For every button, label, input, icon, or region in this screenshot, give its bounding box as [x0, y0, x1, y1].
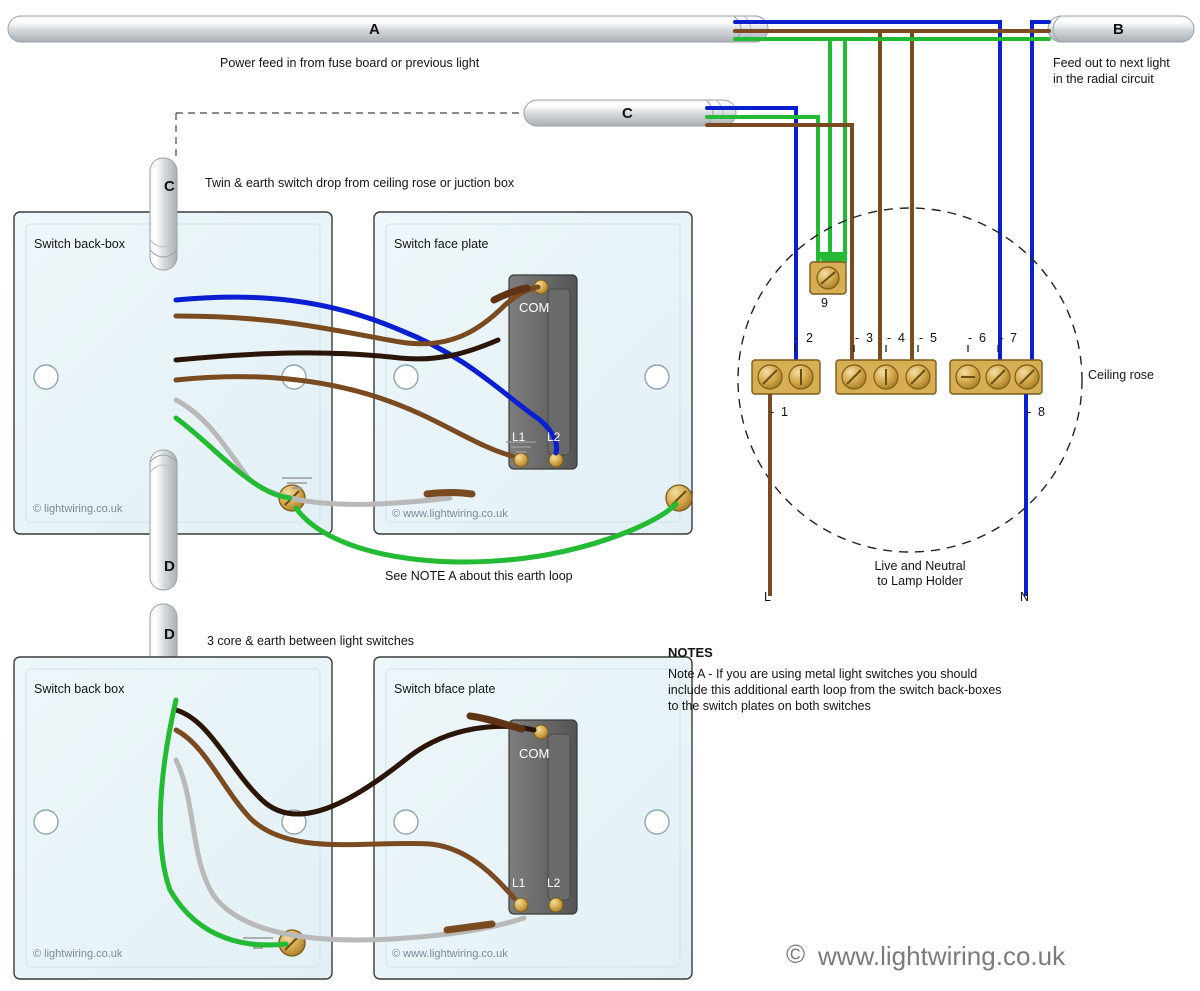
neutral-label: N [1020, 590, 1030, 604]
terminal-6-tick: - [968, 331, 973, 345]
switch-one-l2-label: L2 [547, 430, 561, 444]
lamp-note-line2: to Lamp Holder [877, 574, 963, 588]
live-label: L [764, 590, 771, 604]
watermark-copyright-symbol: © [786, 939, 806, 969]
switch-two-backbox-copyright: © lightwiring.co.uk [33, 948, 123, 960]
cable-c-left [150, 158, 177, 270]
switch-two-com-label: COM [519, 746, 550, 761]
ceiling-rose-title: Ceiling rose [1088, 368, 1155, 382]
notes-line-1: Note A - If you are using metal light switches you should [668, 667, 978, 681]
terminal-1-label: 1 [781, 405, 788, 419]
cable-d-middle-id: D [164, 558, 175, 575]
terminal-5-tick: - [919, 331, 924, 345]
switch-two-faceplate-copyright: © www.lightwiring.co.uk [392, 948, 508, 960]
terminal-9-label: 9 [821, 296, 828, 310]
switch-one-backbox-copyright: © lightwiring.co.uk [33, 503, 123, 515]
cable-b-caption-line2: in the radial circuit [1053, 72, 1154, 86]
main-feed-wires [707, 22, 1049, 360]
cable-c-top-id: C [622, 105, 633, 122]
terminal-6-label: 6 [979, 331, 986, 345]
switch-one-l1-label: L1 [512, 430, 526, 444]
switch-one-faceplate-copyright: © www.lightwiring.co.uk [392, 508, 508, 520]
earth-loop-note: See NOTE A about this earth loop [385, 569, 573, 583]
terminal-4-label: 4 [898, 331, 905, 345]
cable-c-caption: Twin & earth switch drop from ceiling rose or juction box [205, 176, 515, 190]
terminal-2-tick: - [794, 331, 799, 345]
notes-heading: NOTES [668, 645, 713, 660]
switch-two-backbox-label: Switch back box [34, 682, 125, 696]
cable-b-caption-line1: Feed out to next light [1053, 56, 1170, 70]
terminal-7-label: 7 [1010, 331, 1017, 345]
terminal-5-label: 5 [930, 331, 937, 345]
switch-two-l1-label: L1 [512, 876, 526, 890]
cable-b-id: B [1113, 21, 1124, 38]
terminal-3-tick: - [855, 331, 860, 345]
switch-one-com-label: COM [519, 300, 550, 315]
terminal-2-label: 2 [806, 331, 813, 345]
watermark-copyright-text: www.lightwiring.co.uk [818, 941, 1066, 971]
cable-c-left-id: C [164, 178, 175, 195]
cable-d-lower-id: D [164, 626, 175, 643]
terminal-8-tick: - [1027, 405, 1032, 419]
switch-two-l2-label: L2 [547, 876, 561, 890]
switch-one-backbox-label: Switch back-box [34, 237, 126, 251]
cable-d-caption: 3 core & earth between light switches [207, 634, 415, 648]
switch-one-faceplate-label: Switch face plate [394, 237, 489, 251]
notes-line-2: include this additional earth loop from the switch back-boxes [668, 683, 1002, 697]
cable-a [8, 16, 768, 42]
switch-two-faceplate-label: Switch bface plate [394, 682, 496, 696]
notes-line-3: to the switch plates on both switches [668, 699, 871, 713]
terminal-7-tick: - [999, 331, 1004, 345]
cable-a-caption: Power feed in from fuse board or previous light [220, 56, 480, 70]
switch-two-panels [14, 657, 692, 979]
terminal-1-tick: - [770, 405, 775, 419]
switch-one-panels [14, 212, 692, 534]
terminal-3-label: 3 [866, 331, 873, 345]
terminal-4-tick: - [887, 331, 892, 345]
lamp-note-line1: Live and Neutral [874, 559, 966, 573]
terminal-8-label: 8 [1038, 405, 1045, 419]
cable-a-id: A [369, 21, 380, 38]
